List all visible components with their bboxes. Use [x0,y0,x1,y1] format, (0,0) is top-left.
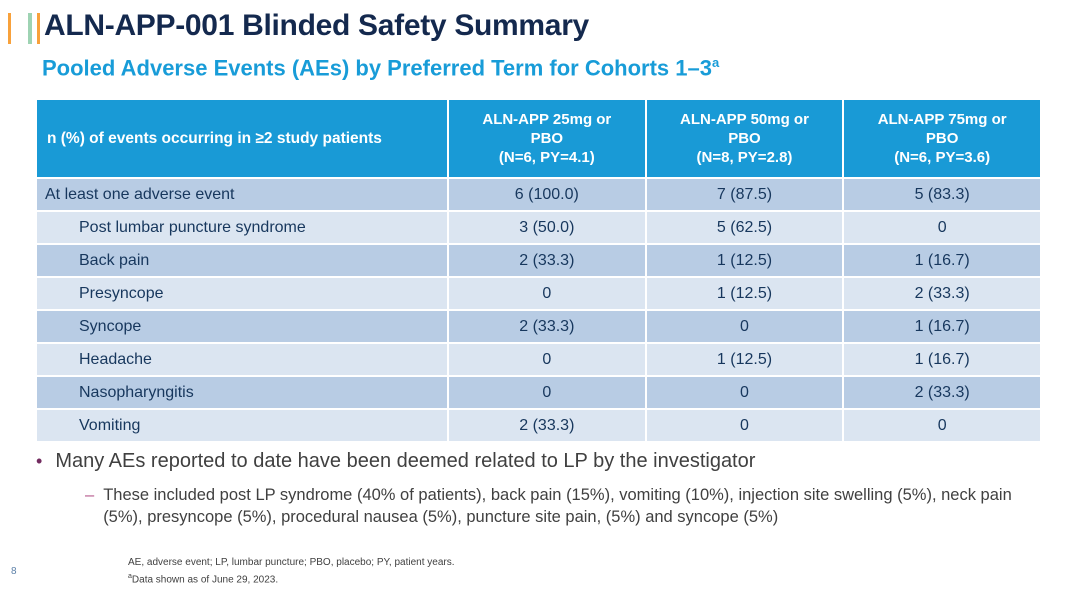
cell-value: 1 (16.7) [843,310,1041,343]
cell-value: 2 (33.3) [448,310,646,343]
cell-value: 2 (33.3) [448,244,646,277]
table-header-col-25mg [448,99,646,178]
cell-value: 3 (50.0) [448,211,646,244]
footnote-abbreviations: AE, adverse event; LP, lumbar puncture; PBO, placebo; PY, patient years. [128,557,455,568]
table-row [36,376,1041,409]
accent-bar-orange-2 [37,13,40,44]
row-label: Headache [36,343,448,376]
accent-bar-orange-1 [8,13,11,44]
bullet-main-text: Many AEs reported to date have been deemed related to LP by the investigator [55,450,756,472]
cell-value: 6 (100.0) [448,178,646,211]
table-row [36,244,1041,277]
cell-value: 0 [646,310,844,343]
cell-value: 0 [843,409,1041,442]
bullet-sub [85,485,1043,528]
cell-value: 7 (87.5) [646,178,844,211]
table-header-lead: n (%) of events occurring in ≥2 study patients [36,99,448,178]
col-header-line: ALN-APP 50mg or [680,111,809,128]
row-label: Back pain [36,244,448,277]
col-header-line: PBO [530,130,564,147]
bullet-main [36,450,755,473]
cell-value: 2 (33.3) [843,277,1041,310]
table-row [36,211,1041,244]
subtitle [42,55,719,81]
subtitle-superscript: a [711,55,720,70]
col-header-line: (N=6, PY=4.1) [498,149,595,166]
bullet-sub-text: These included post LP syndrome (40% of patients), back pain (15%), vomiting (10%), injection site swelling (5%), neck pain (5%), presyncope (5%), procedural nausea (5%), puncture site pain, (5%) and syncope (5%) [103,486,1012,526]
row-label: Nasopharyngitis [36,376,448,409]
table-row [36,277,1041,310]
page-number: 8 [11,566,17,577]
row-label: Post lumbar puncture syndrome [36,211,448,244]
cell-value: 2 (33.3) [843,376,1041,409]
page-title: ALN-APP-001 Blinded Safety Summary [44,9,589,42]
footnote-data-note [128,570,455,587]
col-header-line: ALN-APP 25mg or [482,111,612,128]
table-header-col-75mg [843,99,1041,178]
row-label: At least one adverse event [36,178,448,211]
cell-value: 0 [646,376,844,409]
footnote-superscript: a [128,572,132,580]
row-label: Presyncope [36,277,448,310]
cell-value: 2 (33.3) [448,409,646,442]
cell-value: 1 (12.5) [646,343,844,376]
accent-bars [8,13,40,44]
dash-icon: – [85,486,95,504]
table-row [36,343,1041,376]
row-label: Vomiting [36,409,448,442]
cell-value: 0 [448,277,646,310]
table-row [36,310,1041,343]
col-header-line: PBO [925,130,959,147]
accent-bar-green [28,13,32,44]
footnote-data-note-text: Data shown as of June 29, 2023. [131,573,279,585]
col-header-line: (N=6, PY=3.6) [894,149,991,166]
table-header-col-50mg [646,99,844,178]
cell-value: 0 [646,409,844,442]
bullet-icon: • [36,451,43,471]
cell-value: 0 [843,211,1041,244]
cell-value: 5 (62.5) [646,211,844,244]
cell-value: 0 [448,376,646,409]
subtitle-text: Pooled Adverse Events (AEs) by Preferred Term for Cohorts 1–3 [42,55,712,81]
cell-value: 1 (16.7) [843,244,1041,277]
cell-value: 5 (83.3) [843,178,1041,211]
cell-value: 0 [448,343,646,376]
cell-value: 1 (12.5) [646,244,844,277]
table-row [36,178,1041,211]
row-label: Syncope [36,310,448,343]
col-header-line: (N=8, PY=2.8) [696,149,793,166]
table-row [36,409,1041,442]
cell-value: 1 (12.5) [646,277,844,310]
col-header-line: PBO [728,130,761,147]
footnotes [128,556,455,586]
adverse-events-table [35,98,1042,443]
table-header-row [36,99,1041,178]
cell-value: 1 (16.7) [843,343,1041,376]
col-header-line: ALN-APP 75mg or [877,111,1007,128]
